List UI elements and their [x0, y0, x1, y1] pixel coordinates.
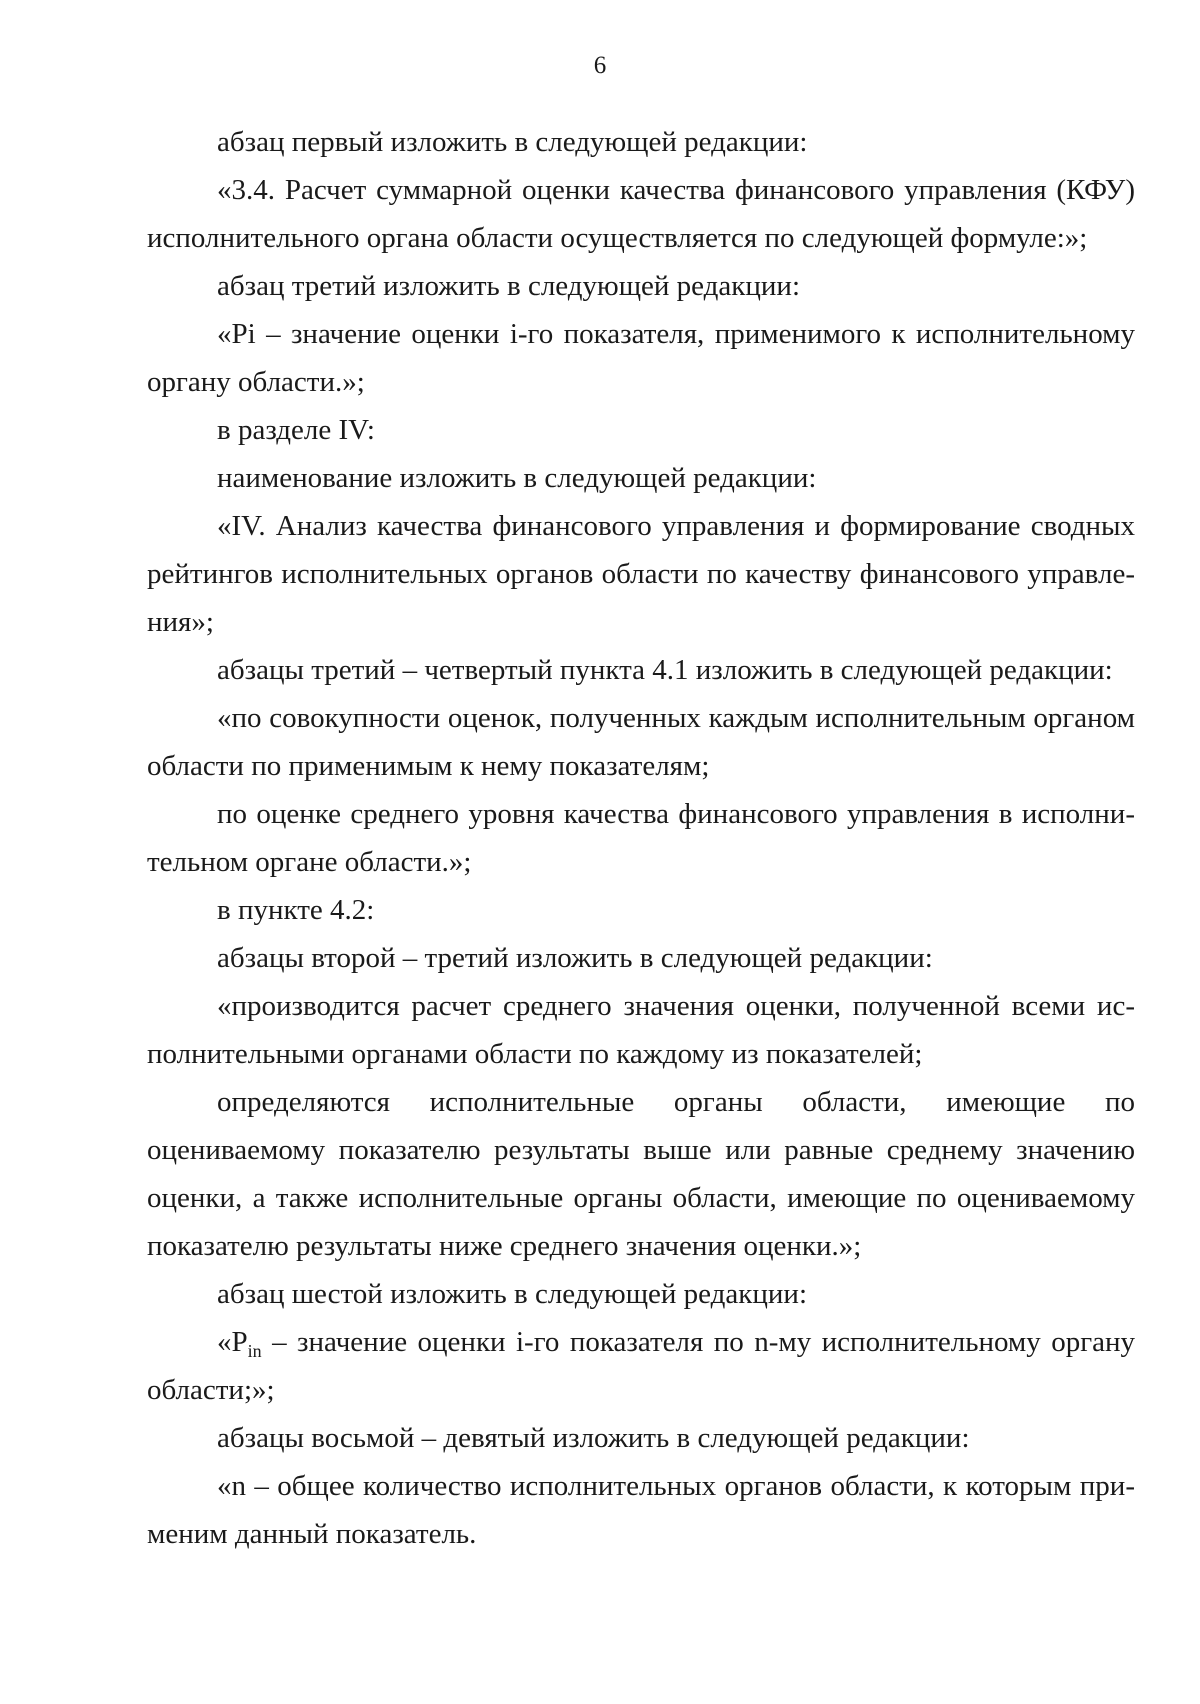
document-body [147, 118, 1135, 1558]
pin-symbol: «P [217, 1326, 248, 1358]
paragraph-amendment-sixth: абзац шестой изложить в следующей редакции: [217, 1278, 807, 1310]
paragraph-average-calculation: «производится расчет среднего значения оценки, полученной всеми исполнительными органами области по каждому из показателей; [147, 990, 1135, 1070]
paragraph-n-definition: «n – общее количество исполнительных органов области, к которым применим данный показатель. [147, 1470, 1135, 1550]
paragraph-by-aggregate: «по совокупности оценок, полученных каждым исполнительным органом области по применимым к нему показателям; [147, 702, 1135, 782]
paragraph-determination: определяются исполнительные органы области, имеющие по оцениваемому показателю результаты выше или равные среднему значению оценки, а также исполнительные органы области, имеющие по оцениваемому показателю результаты ниже среднего значения оценки.»; [147, 1086, 1135, 1262]
paragraph-title-amendment: наименование изложить в следующей редакции: [217, 462, 817, 494]
pin-description: – значение оценки i-го показателя по n-му исполнительному органу области;»; [147, 1326, 1135, 1406]
pin-subscript: in [247, 1341, 262, 1361]
paragraph-pin-definition [147, 1318, 1135, 1414]
page-number: 6 [593, 52, 607, 79]
paragraph-amendment-third: абзац третий изложить в следующей редакции: [217, 270, 801, 302]
paragraph-amendment-eighth-ninth: абзацы восьмой – девятый изложить в следующей редакции: [217, 1422, 970, 1454]
paragraph-clause-4-2: в пункте 4.2: [217, 894, 375, 926]
paragraph-section-iv: в разделе IV: [217, 414, 375, 446]
paragraph-by-average: по оценке среднего уровня качества финансового управления в исполнительном органе области.»; [147, 798, 1135, 878]
paragraph-amendment-4-1: абзацы третий – четвертый пункта 4.1 изложить в следующей редакции: [217, 654, 1113, 686]
paragraph-clause-3-4: «3.4. Расчет суммарной оценки качества финансового управления (КФУ) исполнительного органа области осуществляется по следующей формуле:»; [147, 174, 1135, 254]
paragraph-amendment-first: абзац первый изложить в следующей редакции: [217, 126, 808, 158]
paragraph-amendment-second-third: абзацы второй – третий изложить в следующей редакции: [217, 942, 933, 974]
paragraph-section-iv-title: «IV. Анализ качества финансового управления и формирование сводных рейтингов исполнительных органов области по качеству финансового управления»; [147, 510, 1135, 638]
paragraph-pi-definition: «Pi – значение оценки i-го показателя, применимого к исполнительному органу области.»; [147, 318, 1135, 398]
